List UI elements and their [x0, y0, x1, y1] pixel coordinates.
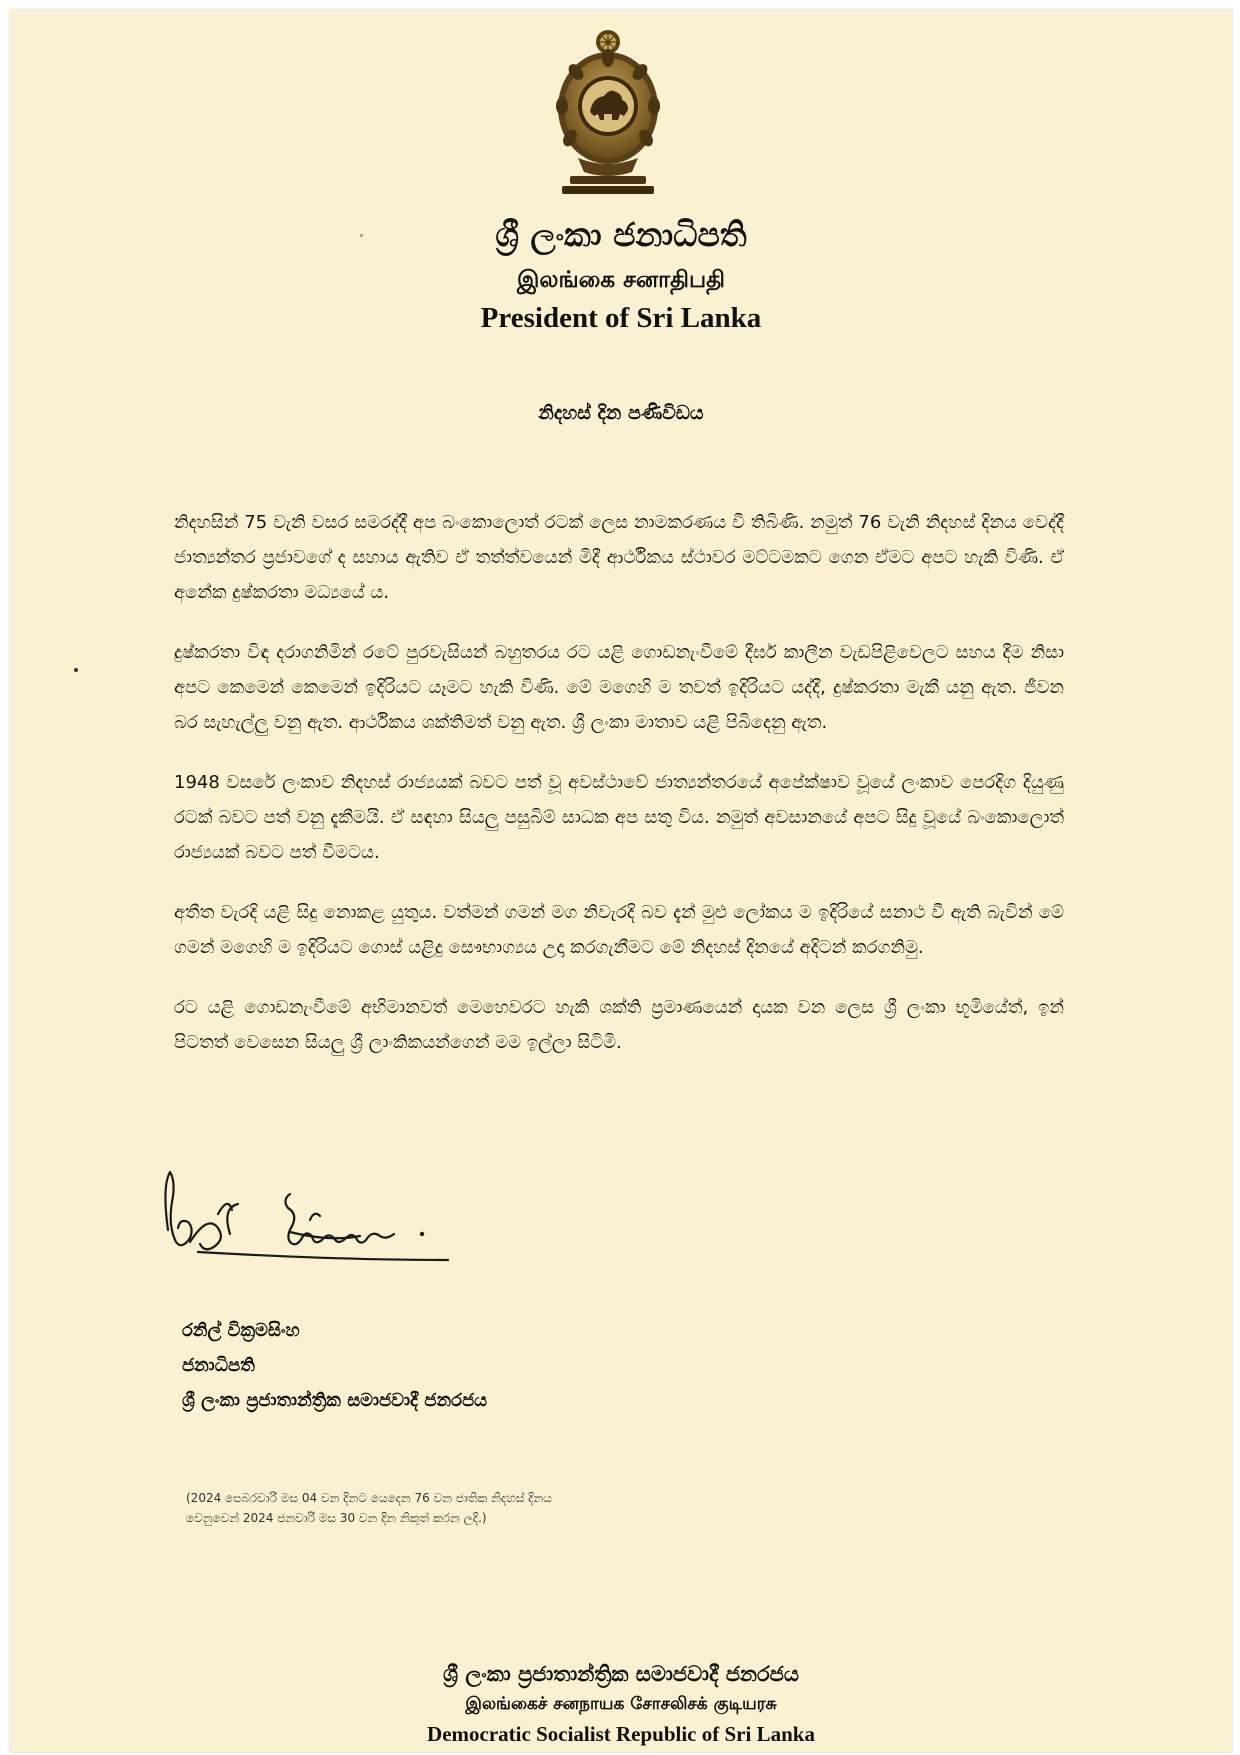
letterhead-tamil-title: இலங்கை சனாதிபதி — [517, 267, 725, 293]
footer-sinhala: ශ්‍රී ලංකා ප්‍රජාතාන්ත්‍රික සමාජවාදී ජනරජය — [443, 1662, 799, 1686]
letterhead-sinhala-title: ශ්‍රී ලංකා ජනාධිපති — [495, 215, 747, 254]
paragraph-5: රට යළි ගොඩනැංවීමේ අභිමානවත් මෙහෙවරට හැකි ශක්ති ප්‍රමාණයෙන් දායක වන ලෙස ශ්‍රී ලංකා භූමියේත්, ඉන් පිටතත් වෙසෙන සියලු ශ්‍රී ලාංකිකයන්ගෙන් මම ඉල්ලා සිටිමි. — [174, 997, 1064, 1053]
footer-tamil: இலங்கைச் சனநாயக சோசலிசக் குடியரசு — [465, 1694, 777, 1714]
signature-icon — [160, 1170, 510, 1290]
signatory-block — [182, 1313, 487, 1418]
paragraph-3: 1948 වසරේ ලංකාව නිදහස් රාජ්‍යයක් බවට පත් වූ අවස්ථාවේ ජාත්‍යන්තරයේ අපේක්ෂාව වූයේ ලංකාව පෙරදිග දියුණු රටක් බවට පත් වනු දැකීමයි. ඒ සඳහා සියලු පසුබිම් සාධක අප සතු විය. නමුත් අවසානයේ අපට සිදු වූයේ බංකොලොත් රාජ්‍යයක් බවට පත් වීමටය. — [174, 772, 1064, 863]
footnote-line-2: වෙනුවෙන් 2024 ජනවාරි මස 30 වන දින නිකුත් කරන ලදි.) — [186, 1511, 487, 1525]
paragraph-2: දුෂ්කරතා විඳ දරාගනිමින් රටේ පුරවැසියන් බහුතරය රට යළි ගොඩනැංවීමේ දීර්ඝ කාලීන වැඩපිළිවෙලට සහය දීම නිසා අපට කෙමෙන් කෙමෙන් ඉදිරියට යෑමට හැකි විණි. මේ මගෙහි ම තවත් ඉදිරියට යද්දී, දුෂ්කරතා මැකී යනු ඇත. ජීවන බර සැහැල්ලු වනු ඇත. ආර්ථිකය ශක්තිමත් වනු ඇත. ශ්‍රී ලංකා මාතාව යළි පිබිදෙනු ඇත. — [174, 642, 1064, 733]
footer-english: Democratic Socialist Republic of Sri Lanka — [427, 1722, 815, 1746]
letter-page — [10, 10, 1232, 1752]
paragraph-4: අතීත වැරදි යළි සිදු නොකළ යුතුය. වත්මන් ගමන් මග නිවැරදි බව දැන් මුළු ලෝකය ම ඉදිරියේ සනාථ වී ඇති බැවින් මේ ගමන් මගෙහි ම ඉදිරියට ගොස් යළිදු සෞභාග්‍යය උදා කරගැනීමට මේ නිදහස් දිනයේ අදිටන් කරගනිමු. — [174, 902, 1064, 958]
paper-speck — [360, 234, 363, 237]
footnote-line-1: (2024 පෙබරවාරි මස 04 වන දිනට යෙදෙන 76 වන ජාතික නිදහස් දිනය — [186, 1491, 552, 1505]
signatory-name: රනිල් වික්‍රමසිංහ — [182, 1320, 300, 1341]
national-emblem-icon — [548, 26, 668, 198]
letterhead-english-title: President of Sri Lanka — [480, 302, 762, 334]
paper-speck — [74, 668, 78, 672]
issue-footnote — [186, 1488, 746, 1528]
signatory-state: ශ්‍රී ලංකා ප්‍රජාතාන්ත්‍රික සමාජවාදී ජනරජය — [182, 1390, 488, 1411]
paragraph-1: නිදහසින් 75 වැනි වසර සමරද්දී අප බංකොලොත් රටක් ලෙස නාමකරණය වී තිබිණි. නමුත් 76 වැනි නිදහස් දිනය වෙද්දී ජාත්‍යන්තර ප්‍රජාවගේ ද සහාය ඇතිව ඒ තත්ත්වයෙන් මිදී ආර්ථිකය ස්ථාවර මට්ටමකට ගෙන ඒමට අපට හැකි විණි. ඒ අනේක දුෂ්කරතා මධ්‍යයේ ය. — [174, 512, 1064, 603]
signatory-position: ජනාධිපති — [182, 1355, 255, 1376]
message-title: නිදහස් දින පණිවිඩය — [538, 402, 704, 424]
message-body — [174, 505, 1064, 1085]
